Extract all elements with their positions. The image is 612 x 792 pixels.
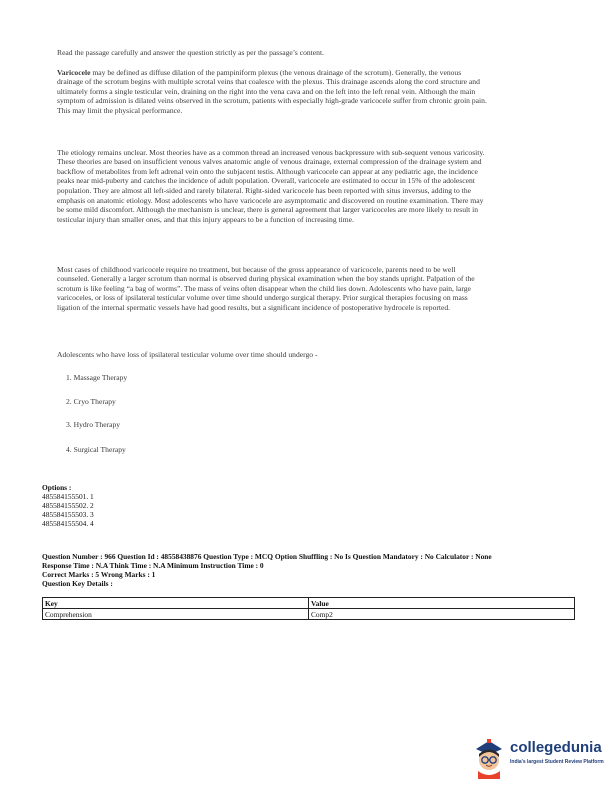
meta-line-3: Correct Marks : 5 Wrong Marks : 1 <box>42 570 156 579</box>
question-meta <box>42 552 572 588</box>
passage-paragraph-2: The etiology remains unclear. Most theories have as a common thread an increased venous backpressure with sub-sequent venous varicosity. These theories are based on insufficient venous valves anatomic angle of venous drainage, external compression of the drainage system and backflow of metabolites from left adrenal vein onto the subjacent testis. Although varicocele can appear at any pediatric age, the incidence peaks near mid-puberty and catches the incidence of adult population. Overall, varicocele are estimated to occur in 15% of the adolescent population. They are almost all left-sided and rarely bilateral. Right-sided varicocele has been reported with situs inversus, adding to the emphasis on anatomic etiology. Most adolescents who have varicocele are asymptomatic and discovered on routine examination. There may be some mild discomfort. Although the mechanism is unclear, there is general agreement that larger varicoceles are more likely to result in testicular injury than smaller ones, and that this injury appears to be a function of increasing time. <box>57 147 485 224</box>
option-id-1: 485584155501. 1 <box>42 492 94 501</box>
meta-line-4: Question Key Details : <box>42 579 113 588</box>
meta-line-2: Response Time : N.A Think Time : N.A Minimum Instruction Time : 0 <box>42 561 264 570</box>
passage-paragraph-1 <box>57 68 487 116</box>
meta-line-1: Question Number : 966 Question Id : 48558438876 Question Type : MCQ Option Shuffling : No Is Question Mandatory : No Calculator : None <box>42 552 492 561</box>
logo-wordmark: collegedunia <box>510 739 602 756</box>
table-header-row <box>43 598 575 609</box>
paragraph-1-text: may be defined as diffuse dilation of the pampiniform plexus (the venous drainage of the scrotum). Generally, the venous drainage of the scrotum begins with multiple scrotal veins that coalesce with the plexus. This drainage ascends along the cord structure and ultimately forms a single testicular vein, draining on the right into the vena cava and on the left into the left renal vein. Although the main symptom of admission is dilated veins observed in the scrotum, patients with especially high-grade varicocele suffer from chronic groin pain. This may limit the physical performance. <box>57 67 487 115</box>
table-header-key: Key <box>43 598 309 609</box>
choice-3: 3. Hydro Therapy <box>66 419 121 429</box>
question-key-table <box>42 597 575 620</box>
question-text: Adolescents who have loss of ipsilateral testicular volume over time should undergo - <box>57 349 318 359</box>
options-heading: Options : <box>42 483 72 492</box>
options-block <box>42 483 572 528</box>
passage-instruction: Read the passage carefully and answer the question strictly as per the passage’s content. <box>57 47 324 57</box>
choice-4: 4. Surgical Therapy <box>66 444 126 454</box>
table-row <box>43 609 575 620</box>
table-cell-value: Comp2 <box>309 609 575 620</box>
choice-1: 1. Massage Therapy <box>66 372 128 382</box>
term-varicocele: Varicocele <box>57 67 91 77</box>
table-header-value: Value <box>309 598 575 609</box>
option-id-2: 485584155502. 2 <box>42 501 94 510</box>
collegedunia-logo <box>470 735 605 780</box>
table-cell-key: Comprehension <box>43 609 309 620</box>
option-id-4: 485584155504. 4 <box>42 519 94 528</box>
logo-tagline: India's largest Student Review Platform <box>510 759 604 765</box>
mascot-icon <box>470 735 508 779</box>
choice-2: 2. Cryo Therapy <box>66 396 116 406</box>
passage-paragraph-3: Most cases of childhood varicocele require no treatment, but because of the gross appearance of varicocele, parents need to be well counseled. Generally a larger scrotum than normal is observed during physical examination when the boy stands upright. Palpation of the scrotum is like feeling “a bag of worms”. The mass of veins often disappear when the child lies down. Adolescents who have pain, large varicoceles, or loss of ipsilateral testicular volume over time should undergo surgical therapy. Prior surgical therapies focusing on mass ligation of the internal spermatic vessels have had good results, but a significant incidence of postoperative hydrocele is reported. <box>57 264 475 312</box>
option-id-3: 485584155503. 3 <box>42 510 94 519</box>
